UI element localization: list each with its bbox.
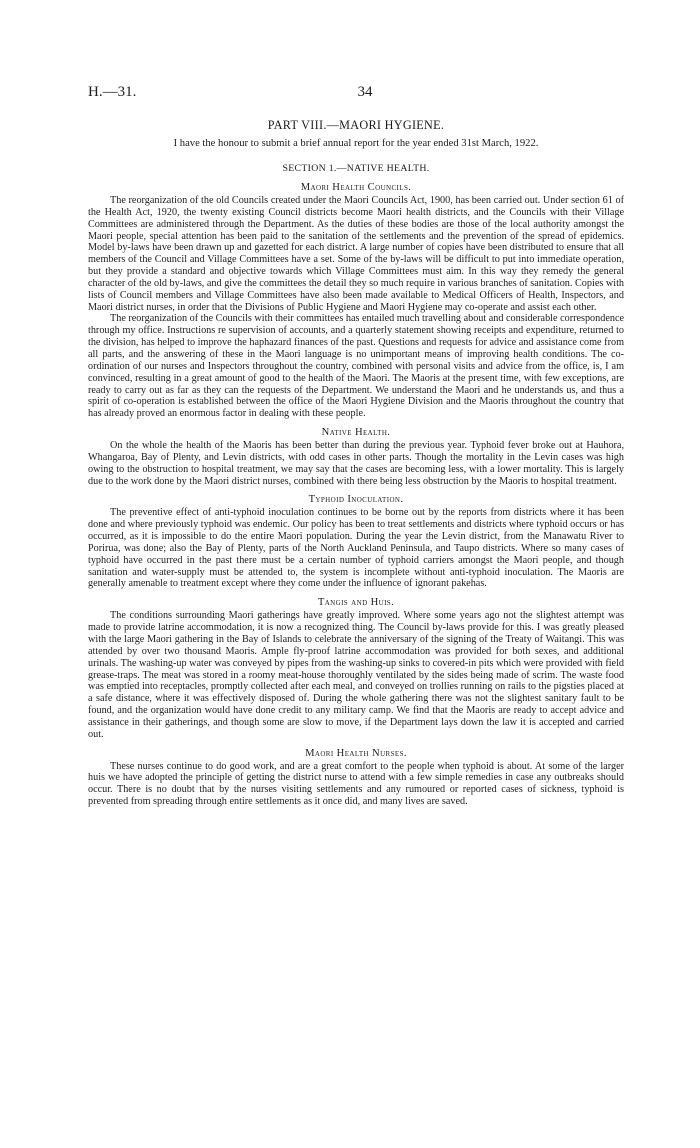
section-maori-health-nurses <box>88 747 624 808</box>
section-maori-health-councils <box>88 181 624 420</box>
part-title: PART VIII.—MAORI HYGIENE. <box>267 118 445 132</box>
section-heading: Native Health. <box>321 427 391 439</box>
section-native-health <box>88 426 624 487</box>
section-heading: Typhoid Inoculation. <box>308 494 404 506</box>
section-heading: Tangis and Huis. <box>317 597 395 609</box>
section-tangis-and-huis <box>88 596 624 740</box>
body-paragraph: These nurses continue to do good work, and are a great comfort to the people when typhoid is about. At some of the larger huis we have adopted the principle of getting the district nurse to attend with a few simple remedies in case any outbreaks should occur. There is no doubt that by the nurses visiting settlements and any rumoured or reported cases of sickness, typhoid is prevented from spreading through entire settlements as it once did, and many lives are saved. <box>88 760 624 808</box>
section-title: SECTION 1.—NATIVE HEALTH. <box>282 163 430 174</box>
page-header <box>88 84 642 104</box>
intro-paragraph: I have the honour to submit a brief annual report for the year ended 31st March, 1922. <box>173 138 539 149</box>
body-paragraph: On the whole the health of the Maoris has been better than during the previous year. Typhoid fever broke out at Hauhora, Whangaroa, Bay of Plenty, and Levin districts, with odd cases in other parts. Though the mortality in the Levin cases was high owing to the obstruction to hospital treatment, we may say that the cases are becoming less, with a lower mortality. This is largely due to the work done by the Maori district nurses, combined with there being less obstruction by the Maoris to hospital treatment. <box>88 440 624 487</box>
section-heading: Maori Health Nurses. <box>305 747 407 759</box>
body-paragraph: The reorganization of the old Councils created under the Maori Councils Act, 1900, has been carried out. Under section 61 of the Health Act, 1920, the twenty existing Council districts become Maori health districts, and the Councils with their Village Committees are administered through the Department. As the duties of these bodies are those of the local authority amongst the Maori people, special attention has been paid to the sanitation of the settlements and the prevention of the spread of epidemics. Model by-laws have been drawn up and gazetted for each district. A large number of copies have been distributed to ensure that all members of the Council and Village Committees have a set. Some of the by-laws will be difficult to put into immediate operation, but they provide a standard and objective towards which Village Committees must aim. In this way they remedy the general character of the old by-laws, and give the committees the detail they so much require in various branches of sanitation. Copies with lists of Council members and Village Committees have also been made available to Medical Officers of Health, Inspectors, and Maori district nurses, in order that the Divisions of Public Hygiene and Maori Hygiene may co-operate and assist each other. <box>88 195 624 313</box>
document-reference: H.—31. <box>88 84 137 100</box>
document-body <box>88 118 624 808</box>
body-paragraph: The reorganization of the Councils with their committees has entailed much travelling about and considerable correspondence through my office. Instructions re supervision of accounts, and a quarterly statement showing receipts and expenditure, returned to the division, has helped to improve the haphazard finances of the past. Questions and requests for advice and assistance come from all parts, and the answering of these in the Maori language is no unimportant means of improving health conditions. The co-ordination of our nurses and Inspectors throughout the country, combined with personal visits and advice from the office, is, I am convinced, resulting in a great amount of good to the health of the Maori. The Maoris at the present time, with few exceptions, are ready to carry out as far as they can the requests of the Department. We understand the Maori and he understands us, and thus a spirit of co-operation is established between the office of the Maori Hygiene Division and the Maoris throughout the country that has already proved an enormous factor in dealing with these people. <box>88 313 624 420</box>
section-typhoid-inoculation <box>88 493 624 590</box>
page-number: 34 <box>357 84 373 100</box>
body-paragraph: The preventive effect of anti-typhoid inoculation continues to be borne out by the reports from districts where it has been done and where previously typhoid was endemic. Our policy has been to treat settlements and districts where typhoid occurs or has occurred, as it is impossible to do the entire Maori population. During the year the Levin district, from the Manawatu River to Porirua, was done; also the Bay of Plenty, parts of the North Auckland Peninsula, and Taupo districts. Where so many cases of typhoid have occurred in the past there must be a certain number of typhoid carriers amongst the Maori people, and though sanitation and water-supply must be attended to, the system is incomplete without anti-typhoid inoculation. The Maoris are generally amenable to treatment except where they come under the influence of ignorant pakehas. <box>88 507 624 590</box>
section-heading: Maori Health Councils. <box>300 182 412 193</box>
body-paragraph: The conditions surrounding Maori gatherings have greatly improved. Where some years ago not the slightest attempt was made to provide latrine accommodation, it is now a recognized thing. The Council by-laws provide for this. I was greatly pleased with the large Maori gathering in the Bay of Islands to celebrate the anniversary of the signing of the Treaty of Waitangi. This was attended by over two thousand Maoris. Ample fly-proof latrine accommodation was provided for both sexes, and additional urinals. The washing-up water was conveyed by pipes from the washing-up sinks to covered-in pits which were provided with field grease-traps. The meat was stored in a roomy meat-house thoroughly ventilated by the sides being made of scrim. The waste food was emptied into receptacles, promptly collected after each meal, and conveyed on trollies running on rails to the pigsties placed at a safe distance, where it was effectively disposed of. During the whole gathering there was not the slightest sanitary fault to be found, and the organization would have done credit to any military camp. We find that the Maoris are ready to accept advice and assistance in their gatherings, and though some are slow to move, if the Department lays down the law it is accepted and carried out. <box>88 610 624 740</box>
